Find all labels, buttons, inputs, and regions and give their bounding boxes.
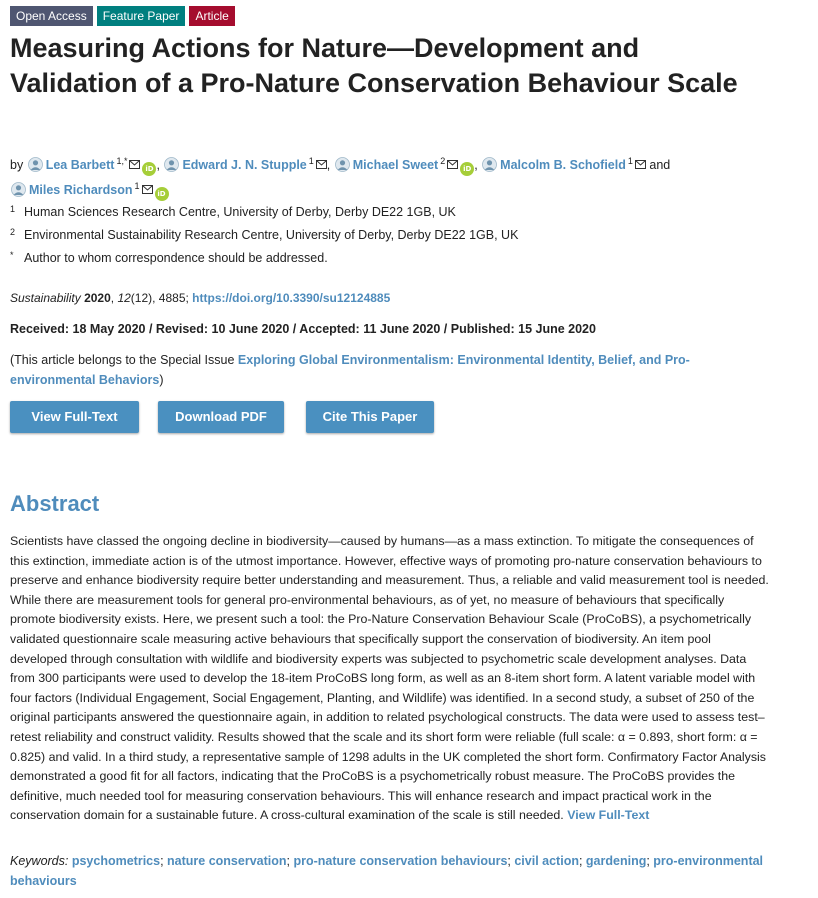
abstract-full-text-link[interactable]: View Full-Text bbox=[567, 808, 650, 823]
special-issue-note bbox=[10, 350, 770, 390]
author-lea-barbett bbox=[27, 158, 157, 172]
affiliation-mark: 2 bbox=[10, 227, 16, 237]
email-icon[interactable] bbox=[635, 160, 646, 169]
affiliation-text: Environmental Sustainability Research Centre, University of Derby, Derby DE22 1GB, UK bbox=[24, 228, 519, 242]
doi-link[interactable]: https://doi.org/10.3390/su12124885 bbox=[192, 291, 391, 305]
keywords-label: Keywords: bbox=[10, 854, 69, 868]
citation-year: 2020 bbox=[84, 291, 111, 305]
author-affiliation-sup: 2 bbox=[440, 156, 446, 166]
email-icon[interactable] bbox=[129, 160, 140, 169]
special-issue-suffix: ) bbox=[159, 373, 164, 387]
and-label: and bbox=[649, 158, 671, 172]
keyword-link[interactable]: pro-environmental behaviours bbox=[10, 854, 764, 888]
author-name-link[interactable]: Edward J. N. Stupple bbox=[182, 158, 307, 172]
affiliation-item bbox=[10, 204, 518, 227]
cite-this-paper-button[interactable]: Cite This Paper bbox=[306, 401, 434, 433]
abstract-heading: Abstract bbox=[10, 491, 100, 516]
email-icon[interactable] bbox=[447, 160, 458, 169]
keyword-link[interactable]: gardening bbox=[585, 854, 647, 868]
author-list: by Lea Barbett $^{1,*}$iD , Edward J. N. Stupple $^1$ , Michael Sweet $^2$iD , Malcolm B. Schofield $^1$ and Miles Richardson $^1$iD bbox=[10, 151, 800, 201]
citation-issue-pages: (12), 4885; bbox=[130, 291, 193, 305]
affiliation-item bbox=[10, 227, 518, 250]
keyword-link[interactable]: nature conservation bbox=[167, 854, 287, 868]
orcid-icon[interactable]: iD bbox=[460, 162, 474, 176]
author-name-link[interactable]: Lea Barbett bbox=[45, 158, 115, 172]
author-malcolm-schofield bbox=[481, 158, 646, 172]
article-type-badge: Article bbox=[189, 6, 234, 26]
orcid-icon[interactable]: iD bbox=[155, 187, 169, 201]
author-michael-sweet bbox=[334, 158, 474, 172]
affiliations bbox=[10, 204, 518, 273]
feature-paper-badge[interactable]: Feature Paper bbox=[97, 6, 186, 26]
keyword-link[interactable]: psychometrics bbox=[71, 854, 161, 868]
author-affiliation-sup: 1,* bbox=[116, 156, 128, 166]
open-access-badge[interactable]: Open Access bbox=[10, 6, 93, 26]
orcid-icon[interactable]: iD bbox=[142, 162, 156, 176]
view-full-text-button[interactable]: View Full-Text bbox=[10, 401, 139, 433]
publication-dates: Received: 18 May 2020 / Revised: 10 June 2020 / Accepted: 11 June 2020 / Published: 15 June 2020 bbox=[10, 322, 596, 336]
author-name-link[interactable]: Malcolm B. Schofield bbox=[500, 158, 626, 172]
email-icon[interactable] bbox=[316, 160, 327, 169]
by-label: by bbox=[10, 158, 24, 172]
affiliation-mark: * bbox=[10, 250, 14, 260]
special-issue-link[interactable]: Exploring Global Environmentalism: Environmental Identity, Belief, and Pro-environmental Behaviors bbox=[10, 353, 690, 387]
affiliation-text: Author to whom correspondence should be addressed. bbox=[24, 251, 328, 265]
keywords: Keywords: psychometrics; nature conservation; pro-nature conservation behaviours; civil action; gardening; pro-environmental behaviours bbox=[10, 854, 764, 888]
author-edward-stupple bbox=[163, 158, 326, 172]
author-affiliation-sup: 1 bbox=[308, 156, 314, 166]
special-issue-prefix: (This article belongs to the Special Issue bbox=[10, 353, 238, 367]
author-avatar-icon bbox=[481, 157, 498, 172]
keyword-link[interactable]: pro-nature conservation behaviours bbox=[293, 854, 508, 868]
author-avatar-icon bbox=[27, 157, 44, 172]
author-avatar-icon bbox=[163, 157, 180, 172]
affiliation-mark: 1 bbox=[10, 204, 16, 214]
email-icon[interactable] bbox=[142, 185, 153, 194]
keyword-link[interactable]: civil action bbox=[514, 854, 579, 868]
article-badges bbox=[10, 6, 235, 26]
author-name-link[interactable]: Michael Sweet bbox=[352, 158, 439, 172]
citation-line: Sustainability 2020, 12(12), 4885; https://doi.org/10.3390/su12124885 bbox=[10, 291, 391, 305]
author-name-link[interactable]: Miles Richardson bbox=[29, 183, 133, 197]
abstract-body: Scientists have classed the ongoing decline in biodiversity—caused by humans—as a mass extinction. To mitigate the consequences of this extinction, immediate action is of the utmost importance. However, effective ways of promoting pro-nature conservation behaviours to preserve and enhance biodiversity require better understanding and measurement. Thus, a reliable and valid measurement tool is needed. While there are measurement tools for general pro-environmental behaviours, as of yet, no measure of behaviours that specifically promote biodiversity exists. Here, we present such a tool: the Pro-Nature Conservation Behaviour Scale (ProCoBS), a psychometrically validated questionnaire scale measuring active behaviours that specifically support the conservation of biodiversity. An item pool developed through consultation with wildlife and biodiversity experts was subjected to psychometric scale development analyses. Data from 300 participants were used to develop the 18-item ProCoBS long form, as well as an 8-item short form. A latent variable model with four factors (Individual Engagement, Social Engagement, Planting, and Wildlife) was identified. In a second study, a subset of 250 of the original participants answered the questionnaire again, in addition to related psychological constructs. The data were used to assess test–retest reliability and construct validity. Results showed that the scale and its short form were reliable (full scale: α = 0.893, short form: α = 0.825) and valid. In a third study, a representative sample of 1298 adults in the UK completed the short form. Confirmatory Factor Analysis demonstrated a good fit for all factors, indicating that the ProCoBS is a psychometrically robust measure. The ProCoBS provides the definitive, much needed tool for measuring conservation behaviours. This will enhance research and impact practical work in the conservation domain for a sustainable future. A cross-cultural examination of the scale is still needed. bbox=[10, 534, 769, 823]
download-pdf-button[interactable]: Download PDF bbox=[158, 401, 284, 433]
affiliation-text: Human Sciences Research Centre, University of Derby, Derby DE22 1GB, UK bbox=[24, 205, 456, 219]
author-avatar-icon bbox=[10, 182, 27, 197]
author-miles-richardson bbox=[10, 183, 169, 197]
action-buttons bbox=[10, 401, 434, 433]
journal-name: Sustainability bbox=[10, 291, 81, 305]
author-affiliation-sup: 1 bbox=[134, 181, 140, 191]
affiliation-item bbox=[10, 250, 518, 273]
author-affiliation-sup: 1 bbox=[627, 156, 633, 166]
article-title: Measuring Actions for Nature—Development and Validation of a Pro-Nature Conservation Behaviour Scale bbox=[10, 33, 738, 98]
citation-volume: 12 bbox=[117, 291, 131, 305]
abstract-text bbox=[10, 532, 770, 826]
author-avatar-icon bbox=[334, 157, 351, 172]
